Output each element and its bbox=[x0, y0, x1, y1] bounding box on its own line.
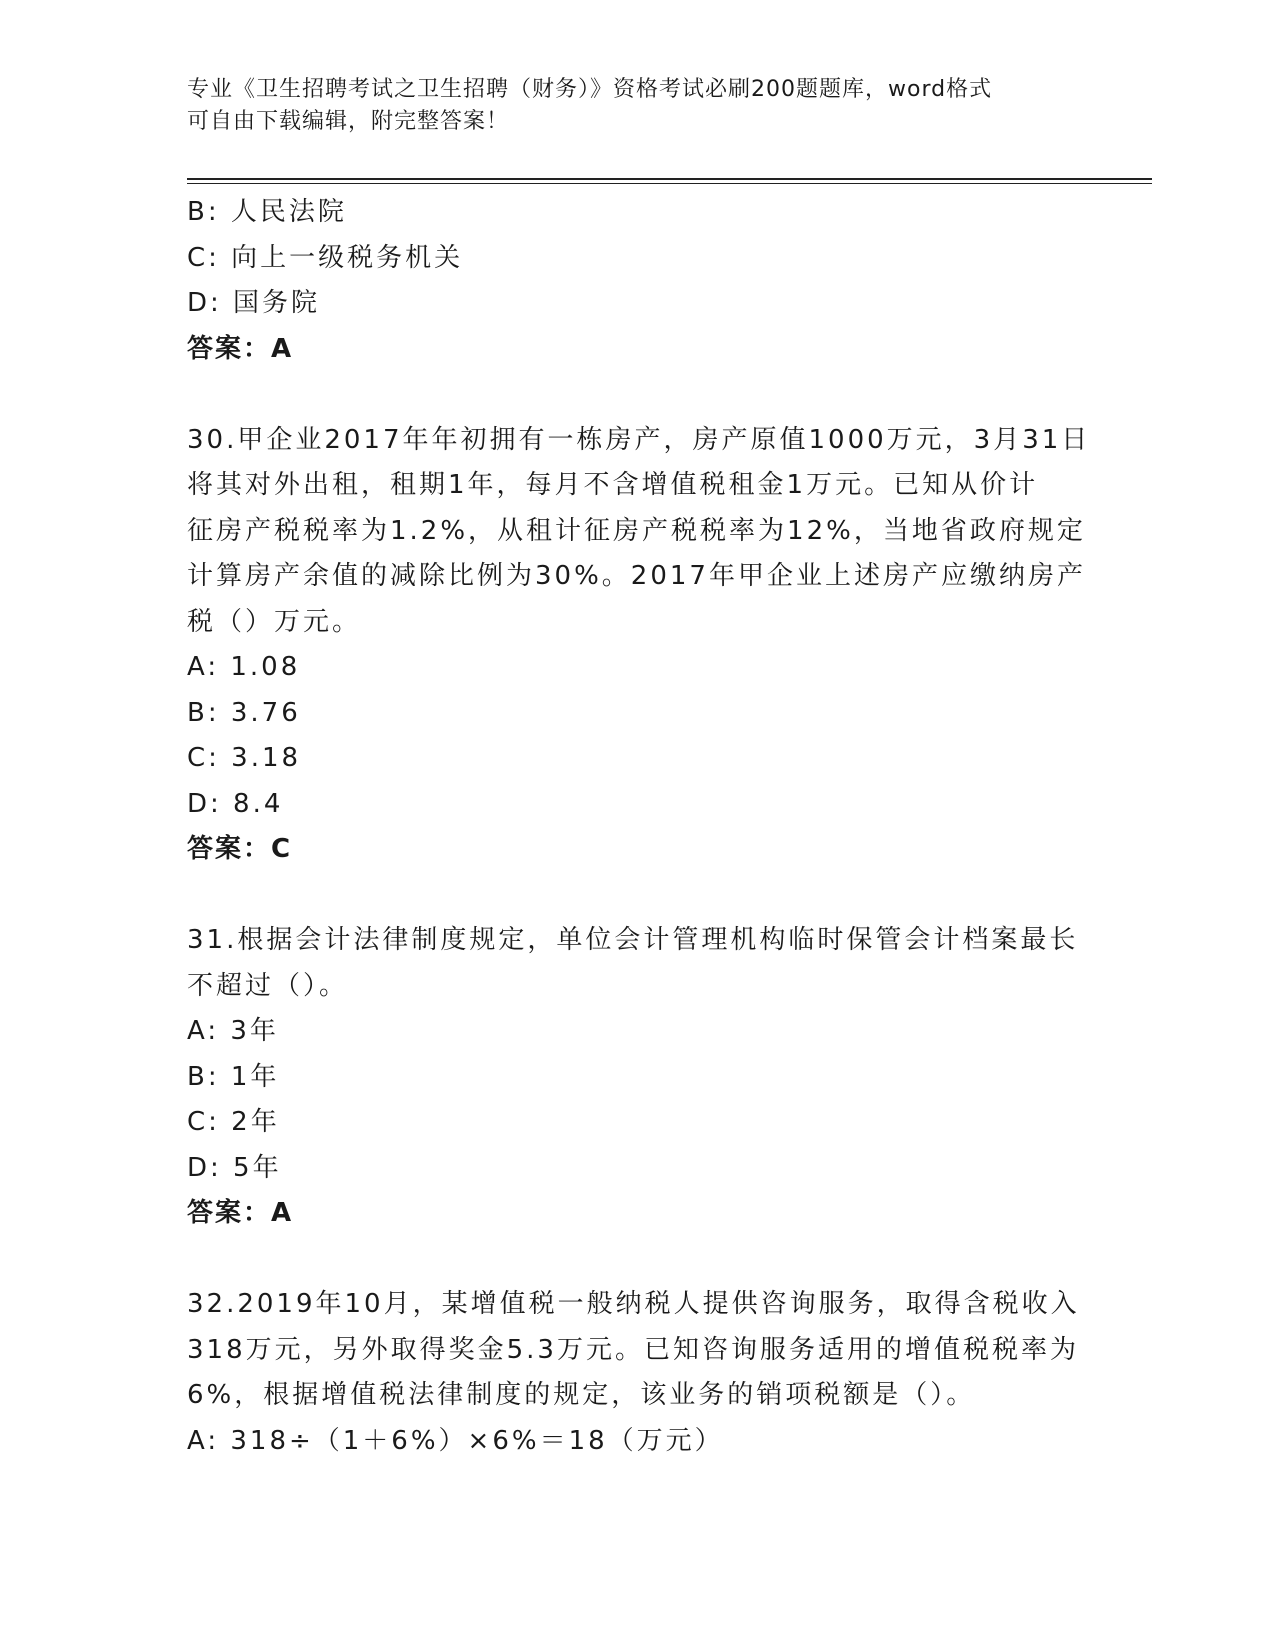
question-29-tail bbox=[187, 190, 1087, 372]
option-b: B: 人民法院 bbox=[187, 197, 347, 227]
option-d: D: 5年 bbox=[187, 1152, 282, 1183]
option-a: A: 3年 bbox=[187, 1016, 279, 1046]
question-text-line: 32.2019年10月，某增值税一般纳税人提供咨询服务，取得含税收入 bbox=[187, 1289, 1080, 1319]
document-header bbox=[187, 74, 1067, 138]
option-b: B: 3.76 bbox=[187, 697, 301, 728]
option-b: B: 1年 bbox=[187, 1061, 280, 1092]
question-text-line: 31.根据会计法律制度规定，单位会计管理机构临时保管会计档案最长 bbox=[187, 925, 1079, 955]
spacer bbox=[187, 873, 1087, 919]
question-text-line: 税（）万元。 bbox=[187, 606, 362, 637]
answer-line: 答案：A bbox=[187, 333, 294, 364]
spacer bbox=[187, 372, 1087, 418]
spacer bbox=[187, 1237, 1087, 1283]
question-text-line: 6%，根据增值税法律制度的规定，该业务的销项税额是（）。 bbox=[187, 1380, 976, 1410]
option-c: C: 2年 bbox=[187, 1107, 280, 1137]
question-30 bbox=[187, 418, 1091, 873]
question-text-line: 征房产税税率为1.2%，从租计征房产税税率为12%，当地省政府规定 bbox=[187, 515, 1086, 546]
option-d: D: 国务院 bbox=[187, 288, 321, 318]
question-32 bbox=[187, 1282, 1087, 1464]
header-line-2: 可自由下载编辑，附完整答案！ bbox=[187, 109, 510, 134]
option-a: A: 1.08 bbox=[187, 652, 301, 682]
question-text-line: 不超过（）。 bbox=[187, 970, 349, 1001]
answer-line: 答案：A bbox=[187, 1198, 294, 1228]
answer-line: 答案：C bbox=[187, 834, 293, 864]
option-a: A: 318÷（1＋6%）×6%＝18（万元） bbox=[187, 1425, 724, 1456]
question-list bbox=[187, 190, 1091, 1464]
option-d: D: 8.4 bbox=[187, 788, 284, 819]
question-31 bbox=[187, 918, 1087, 1237]
option-c: C: 3.18 bbox=[187, 743, 302, 773]
question-text-line: 计算房产余值的减除比例为30%。2017年甲企业上述房产应缴纳房产 bbox=[187, 561, 1086, 591]
option-c: C: 向上一级税务机关 bbox=[187, 242, 464, 273]
question-text-line: 30.甲企业2017年年初拥有一栋房产，房产原值1000万元，3月31日 bbox=[187, 424, 1091, 455]
question-text-line: 将其对外出租，租期1年，每月不含增值税租金1万元。已知从价计 bbox=[187, 470, 1039, 500]
header-divider-thick bbox=[187, 178, 1152, 180]
header-line-1: 专业《卫生招聘考试之卫生招聘（财务）》资格考试必刷200题题库，word格式 bbox=[187, 77, 993, 102]
question-text-line: 318万元，另外取得奖金5.3万元。已知咨询服务适用的增值税税率为 bbox=[187, 1334, 1079, 1365]
header-divider-thin bbox=[187, 183, 1152, 184]
